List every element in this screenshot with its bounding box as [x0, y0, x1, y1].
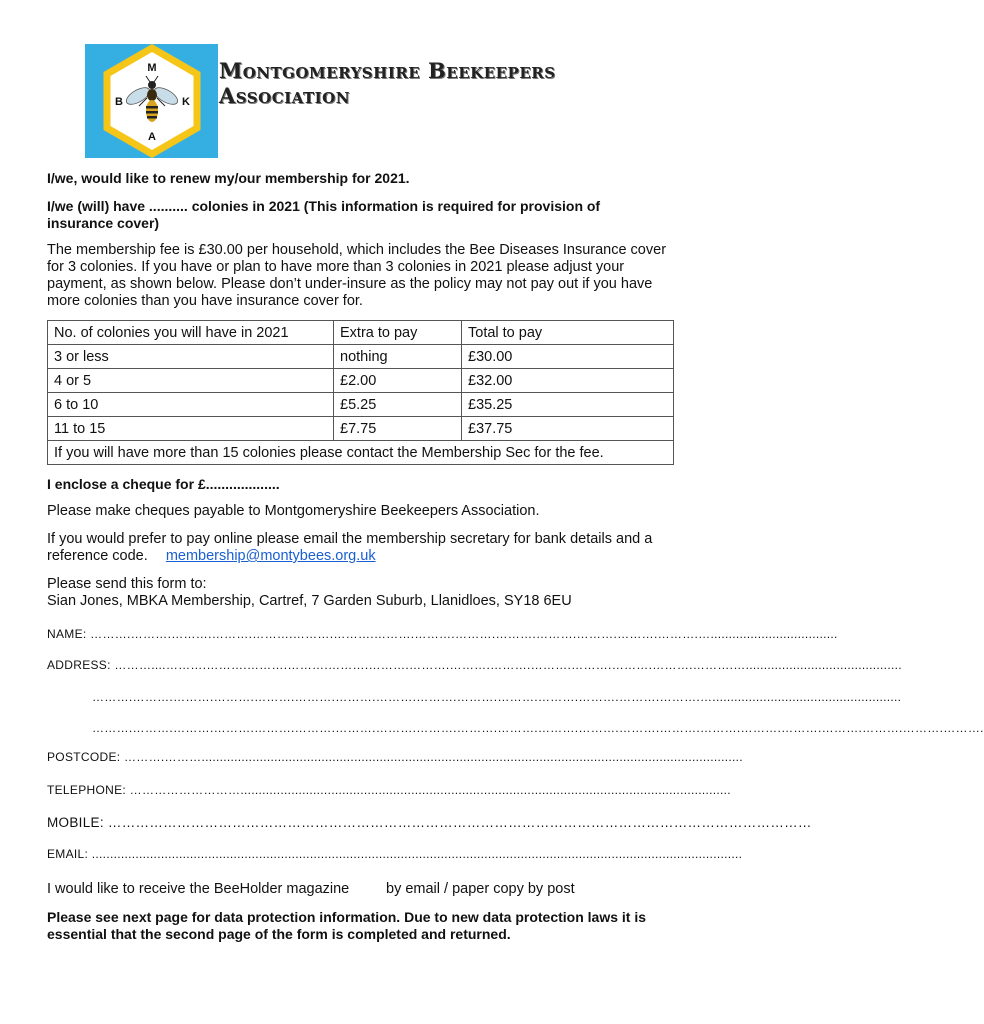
address-field-1[interactable]: ADDRESS: ………....……….……….……….……….……….……….……….……….……….……….……….……….……….……….…........................................... — [47, 658, 902, 672]
header-extra: Extra to pay — [334, 321, 462, 345]
title-line-1: Montgomeryshire Beekeepers — [219, 58, 556, 83]
logo-letter-right: K — [182, 96, 190, 108]
membership-email-link[interactable]: membership@montybees.org.uk — [165, 548, 376, 564]
row-total: £32.00 — [462, 369, 674, 393]
table-row — [48, 345, 674, 369]
email-field[interactable]: EMAIL: ................................................................................................................................................................................... — [47, 847, 743, 861]
hexagon-logo-icon — [85, 44, 218, 158]
notice-line-1: Please see next page for data protection information. Due to new data protection laws it is — [47, 909, 647, 925]
row-total: £37.75 — [462, 417, 674, 441]
table-row — [48, 417, 674, 441]
fee-line-3: payment, as shown below. Please don’t under-insure as the policy may not pay out if you have — [47, 276, 653, 292]
beeholder-options[interactable]: by email / paper copy by post — [386, 881, 575, 897]
row-extra: £7.75 — [334, 417, 462, 441]
online-line-1: If you would prefer to pay online please email the membership secretary for bank details and a — [47, 531, 653, 547]
row-extra: nothing — [334, 345, 462, 369]
send-form-label: Please send this form to: — [47, 576, 207, 592]
address-field-3[interactable]: ……….……….……….……….……….……….……….……….……….……….……….……….……….……….……….……….……….……….……….……….……….………. — [92, 721, 984, 735]
table-row — [48, 393, 674, 417]
table-header-row — [48, 321, 674, 345]
mbka-logo — [85, 44, 218, 158]
name-field[interactable]: NAME: ……….……….……….……….……….……….……….……….……….……….……….……….……….……….……….…................................... — [47, 627, 838, 641]
fee-line-4: more colonies than you have insurance cover for. — [47, 293, 363, 309]
table-footer-note: If you will have more than 15 colonies please contact the Membership Sec for the fee. — [48, 441, 674, 465]
postcode-field[interactable]: POSTCODE: ……….………..................................................................................................................................................... — [47, 750, 743, 764]
association-title — [219, 58, 556, 108]
table-row — [48, 369, 674, 393]
cheque-line: I enclose a cheque for £................... — [47, 476, 280, 492]
online-line-2 — [47, 548, 376, 565]
row-colonies: 4 or 5 — [48, 369, 334, 393]
colonies-line-2: insurance cover) — [47, 215, 160, 231]
address-field-2[interactable]: ……….……….……….……….……….……….……….……….……….……….……….……….……….……….……….….................................................... — [92, 690, 902, 704]
row-colonies: 3 or less — [48, 345, 334, 369]
logo-letter-bottom: A — [148, 131, 156, 143]
mobile-field[interactable]: MOBILE: ……………………………………………………………………………………………………………………………………… — [47, 815, 812, 830]
fee-table — [47, 320, 674, 465]
title-line-2: Association — [219, 83, 350, 108]
row-colonies: 6 to 10 — [48, 393, 334, 417]
beeholder-text: I would like to receive the BeeHolder magazine — [47, 881, 350, 897]
row-total: £30.00 — [462, 345, 674, 369]
row-colonies: 11 to 15 — [48, 417, 334, 441]
fee-line-2: for 3 colonies. If you have or plan to have more than 3 colonies in 2021 please adjust your — [47, 259, 625, 275]
header-colonies: No. of colonies you will have in 2021 — [48, 321, 334, 345]
renew-statement: I/we, would like to renew my/our membership for 2021. — [47, 170, 410, 186]
telephone-field[interactable]: TELEPHONE: ………………………....................................................................................................................................... — [47, 783, 731, 797]
header-total: Total to pay — [462, 321, 674, 345]
table-footer-row — [48, 441, 674, 465]
row-extra: £2.00 — [334, 369, 462, 393]
send-form-address: Sian Jones, MBKA Membership, Cartref, 7 Garden Suburb, Llanidloes, SY18 6EU — [47, 593, 572, 609]
row-extra: £5.25 — [334, 393, 462, 417]
reference-code-text: reference code. — [47, 548, 148, 564]
logo-letter-left: B — [115, 96, 123, 108]
cheques-payable: Please make cheques payable to Montgomeryshire Beekeepers Association. — [47, 503, 540, 519]
notice-line-2: essential that the second page of the form is completed and returned. — [47, 926, 511, 942]
row-total: £35.25 — [462, 393, 674, 417]
colonies-line-1: I/we (will) have .......... colonies in 2021 (This information is required for provision of — [47, 198, 601, 214]
fee-line-1: The membership fee is £30.00 per household, which includes the Bee Diseases Insurance cover — [47, 242, 667, 258]
logo-letter-top: M — [147, 62, 157, 74]
